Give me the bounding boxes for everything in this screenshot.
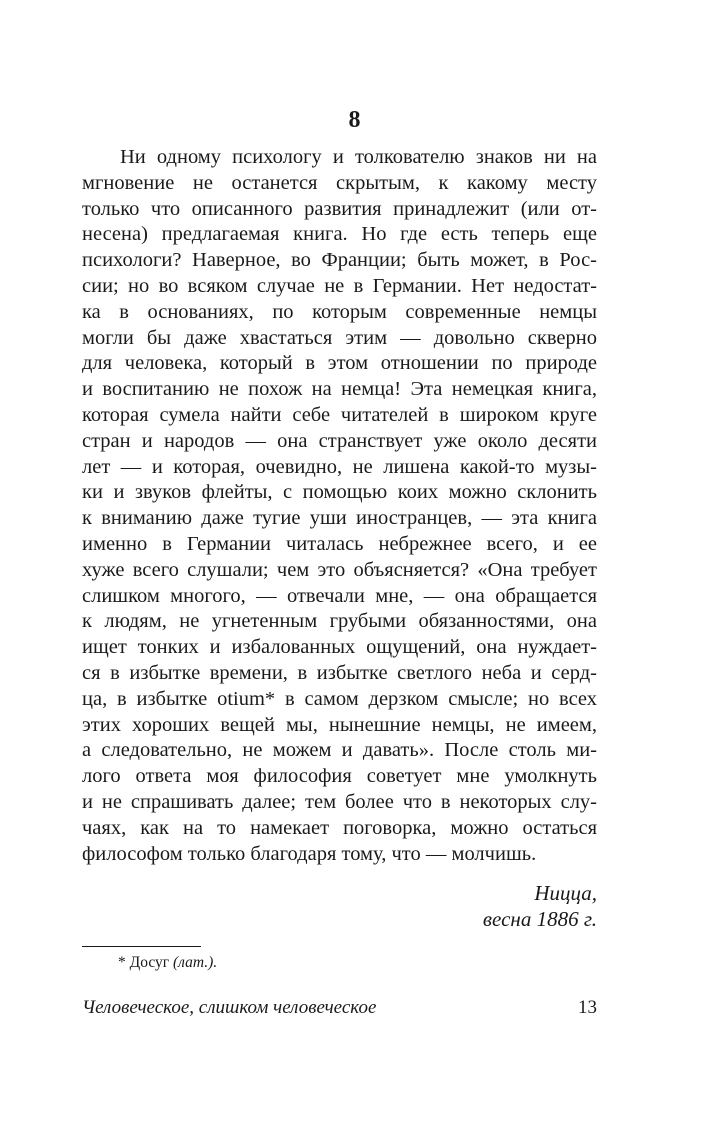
footnote-text: * Досуг: [118, 954, 173, 971]
paragraph-line: стран и народов — она странствует уже около десяти: [82, 429, 597, 452]
paragraph-line: ищет тонких и избалованных ощущений, она нуждает-: [82, 636, 597, 659]
paragraph-line: сии; но во всяком случае не в Германии. Нет недостат-: [82, 274, 597, 297]
paragraph-line: а следовательно, не можем и давать». После столь ми-: [82, 739, 597, 762]
footnote-language: (лат.).: [173, 954, 218, 971]
footnote: [118, 953, 217, 973]
paragraph-line: ца, в избытке otium* в самом дерзком смысле; но всех: [82, 687, 597, 710]
signature-date: весна 1886 г.: [482, 907, 597, 931]
paragraph-line: лет — и которая, очевидно, не лишена какой-то музы-: [82, 455, 597, 478]
footnote-divider: [82, 946, 201, 947]
paragraph-line: которая сумела найти себе читателей в широком круге: [82, 403, 597, 426]
paragraph-line: философом только благодаря тому, что — молчишь.: [82, 842, 537, 865]
paragraph-line: мгновение не останется скрытым, к какому месту: [82, 171, 597, 194]
running-title: Человеческое, слишком человеческое: [82, 997, 377, 1018]
paragraph-line: слишком многого, — отвечали мне, — она обращается: [82, 584, 597, 607]
paragraph-line: ся в избытке времени, в избытке светлого неба и серд-: [82, 661, 597, 684]
page-number: 13: [578, 997, 597, 1018]
paragraph-line: хуже всего слушали; чем это объясняется? «Она требует: [82, 558, 597, 581]
paragraph-line: могли бы даже хвастаться этим — довольно скверно: [82, 326, 597, 349]
paragraph-line: этих хороших вещей мы, нынешние немцы, не имеем,: [82, 713, 597, 736]
paragraph-line: к вниманию даже тугие уши иностранцев, — эта книга: [82, 507, 597, 530]
paragraph-line: к людям, не угнетенным грубыми обязанностями, она: [82, 610, 597, 633]
paragraph-line: ка в основаниях, по которым современные немцы: [82, 300, 597, 323]
paragraph-line: лого ответа моя философия советует мне умолкнуть: [82, 765, 597, 788]
paragraph-line: ки и звуков флейты, с помощью коих можно склонить: [82, 481, 597, 504]
section-number: 8: [348, 107, 361, 133]
paragraph-line: Ни одному психологу и толкователю знаков ни на: [120, 146, 597, 168]
body-paragraph: [82, 145, 597, 867]
paragraph-line: только что описанного развития принадлежит (или от-: [82, 197, 597, 220]
paragraph-line: именно в Германии читалась небрежнее всего, и ее: [82, 532, 597, 555]
paragraph-line: психологи? Наверное, во Франции; быть может, в Рос-: [82, 249, 597, 272]
paragraph-line: и не спрашивать далее; тем более что в некоторых слу-: [82, 790, 597, 813]
signature-place: Ницца,: [534, 881, 597, 905]
paragraph-line: для человека, который в этом отношении по природе: [82, 352, 597, 375]
paragraph-line: несена) предлагаемая книга. Но где есть теперь еще: [82, 223, 597, 246]
paragraph-line: и воспитанию не похож на немца! Эта немецкая книга,: [82, 378, 597, 401]
paragraph-line: чаях, как на то намекает поговорка, можно остаться: [82, 816, 597, 839]
